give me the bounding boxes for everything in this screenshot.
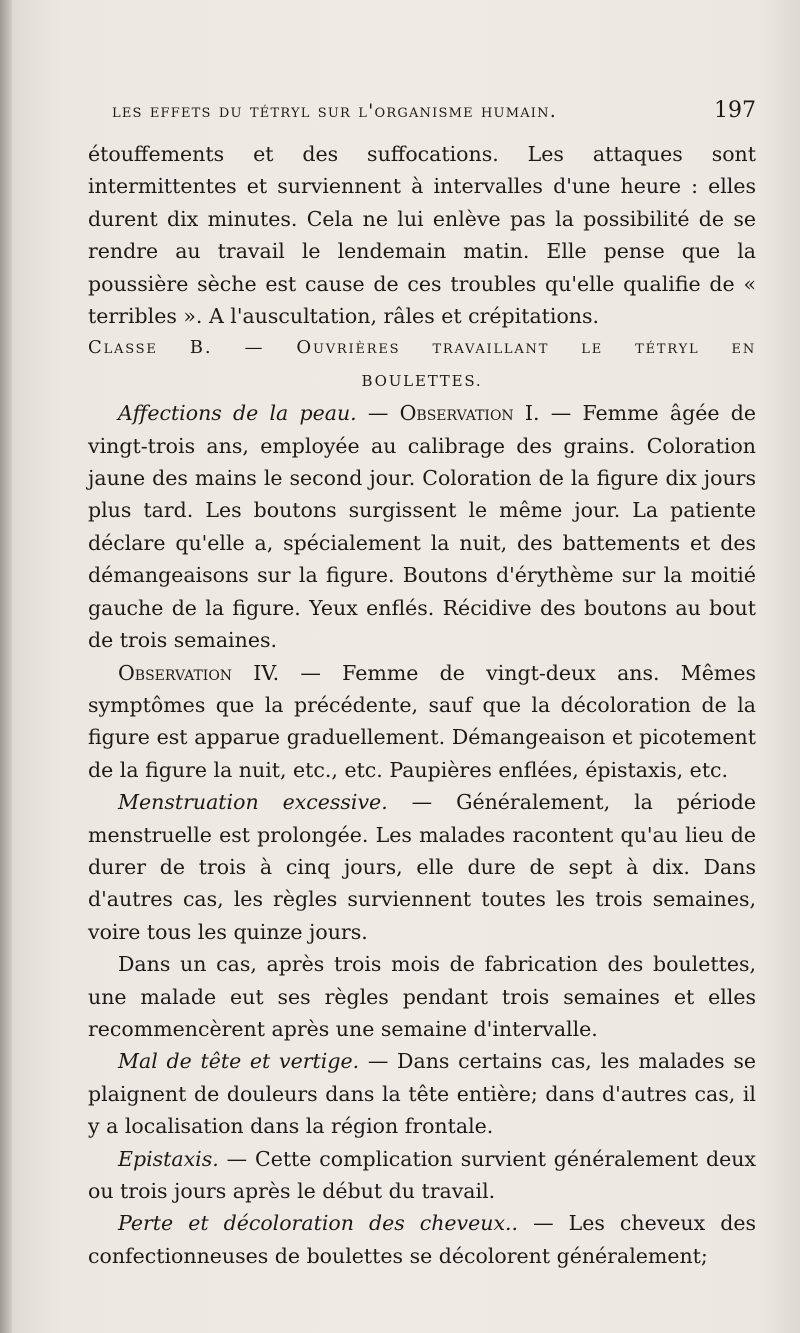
section-title-skin: Affections de la peau. bbox=[118, 401, 357, 426]
headache-text: — Dans certains cas, les malades se plaignent de douleurs dans la tête entière; dans d'autres cas, il y a localisation dans la région frontale. bbox=[88, 1049, 757, 1139]
hair-text: — Les cheveux des confectionneuses de boulettes se décolorent généralement; bbox=[88, 1211, 756, 1268]
page-gutter-shadow bbox=[0, 0, 12, 1333]
page-text-block bbox=[88, 98, 756, 1272]
epistaxis-text: — Cette complication survient généralement deux ou trois jours après le début du travail. bbox=[88, 1146, 756, 1203]
class-b-heading: Classe B. — Ouvrières travaillant le tétryl en bbox=[88, 337, 756, 359]
paragraph-suffocations: étouffements et des suffocations. Les attaques sont intermittentes et surviennent à intervalles d'une heure : elles durent dix minutes. Cela ne lui enlève pas la possibilité de se rendre au travail le lendemain matin. Elle pense que la poussière sèche est cause de ces troubles qu'elle qualifie de « terribles ». A l'auscultation, râles et crépitations. bbox=[88, 142, 756, 329]
menstruation-text: — Généralement, la période menstruelle est prolongée. Les malades racontent qu'au lieu de durer de trois à cinq jours, elle dure de sept à dix. Dans d'autres cas, les règles surviennent toutes les trois semaines, voire tous les quinze jours. bbox=[88, 790, 757, 944]
section-title-headache: Mal de tête et vertige. bbox=[118, 1049, 360, 1074]
paragraph-headache bbox=[88, 1045, 756, 1142]
class-b-heading-continuation: BOULETTES. bbox=[361, 371, 483, 390]
section-title-menstruation: Menstruation excessive. bbox=[118, 790, 388, 815]
observation-i-text: — Femme âgée de vingt-trois ans, employée au calibrage des grains. Coloration jaune des mains le second jour. Coloration de la figure dix jours plus tard. Les boutons surgissent le même jour. La patiente déclare qu'elle a, spécialement la nuit, des battements et des démangeaisons sur la figure. Boutons d'érythème sur la moitié gauche de la figure. Yeux enflés. Récidive des boutons au bout de trois semaines. bbox=[88, 401, 756, 653]
observation-label-iv: Observation IV. bbox=[118, 660, 280, 685]
paragraph-menstruation bbox=[88, 786, 756, 948]
paragraph-observation-iv bbox=[88, 657, 756, 787]
running-header bbox=[88, 98, 756, 138]
observation-iv-text: — Femme de vingt-deux ans. Mêmes symptômes que la précédente, sauf que la décoloration de la figure est apparue graduellement. Démangeaison et picotement de la figure la nuit, etc., etc. Paupières enflées, épistaxis, etc. bbox=[88, 660, 756, 782]
page-number: 197 bbox=[714, 98, 756, 123]
section-title-hair: Perte et décoloration des cheveux.. bbox=[118, 1211, 519, 1236]
paragraph-hair-loss bbox=[88, 1207, 756, 1272]
section-title-epistaxis: Epistaxis. bbox=[118, 1146, 219, 1171]
running-header-title: les effets du tétryl sur l'organisme humain. bbox=[112, 100, 557, 122]
paragraph-boulettes-case: Dans un cas, après trois mois de fabrication des boulettes, une malade eut ses règles pendant trois semaines et elles recommencèrent après une semaine d'intervalle. bbox=[88, 952, 756, 1041]
dash: — bbox=[356, 401, 400, 426]
paragraph-skin-affections bbox=[88, 397, 756, 656]
observation-label-i: Observation I. bbox=[399, 401, 540, 426]
paragraph-epistaxis bbox=[88, 1143, 756, 1208]
